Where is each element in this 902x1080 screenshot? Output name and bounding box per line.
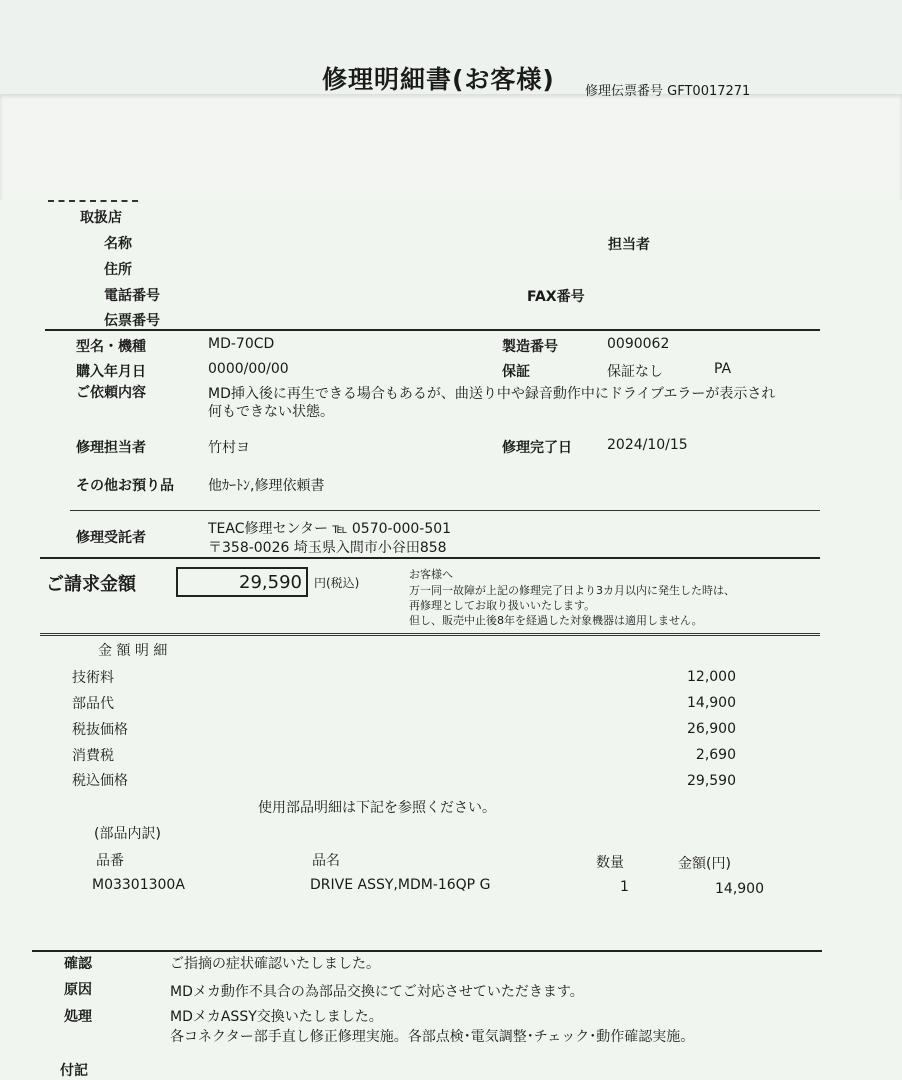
action-line-2: 各コネクター部手直し修正修理実施。各部点検･電気調整･チェック･動作確認実施。 [170, 1029, 695, 1045]
part-number: M03301300A [92, 877, 185, 893]
parts-col-price: 金額(円) [678, 856, 731, 872]
technician-value: 竹村ヨ [208, 440, 250, 456]
section-divider [32, 950, 822, 952]
note-line-3: 但し、販売中止後8年を経過した対象機器は適用しません。 [409, 614, 703, 627]
purchase-date-value: 0000/00/00 [208, 361, 289, 377]
part-name: DRIVE ASSY,MDM-16QP G [310, 877, 491, 893]
dealer-fax-label: FAX番号 [527, 289, 585, 305]
repair-center-line-1: TEAC修理センター ℡ 0570-000-501 [208, 521, 452, 537]
completion-date-value: 2024/10/15 [607, 437, 688, 453]
document-title: 修理明細書(お客様) [322, 65, 555, 94]
completion-date-label: 修理完了日 [502, 440, 572, 456]
section-divider [45, 329, 820, 331]
double-divider [40, 633, 820, 636]
parts-col-qty: 数量 [596, 855, 624, 871]
divider-line [70, 510, 820, 511]
billing-amount-box [176, 567, 308, 597]
tear-mark [48, 200, 138, 202]
detail-row-label: 税抜価格 [72, 722, 128, 738]
serial-value: 0090062 [607, 336, 670, 352]
paper-fold [0, 94, 902, 204]
dealer-staff-label: 担当者 [608, 237, 650, 253]
parts-col-number: 品番 [96, 853, 124, 869]
details-heading: 金 額 明 細 [98, 643, 168, 659]
request-line-2: 何もできない状態。 [208, 404, 334, 420]
parts-col-name: 品名 [312, 853, 340, 869]
action-label: 処理 [64, 1009, 92, 1025]
part-qty: 1 [620, 879, 629, 895]
detail-row-label: 部品代 [72, 696, 114, 712]
cause-label: 原因 [64, 982, 92, 998]
warranty-value: 保証なし [607, 364, 663, 380]
detail-row-value: 14,900 [687, 695, 736, 711]
other-items-value: 他ｶｰﾄﾝ,修理依頼書 [208, 478, 325, 494]
billing-unit: 円(税込) [314, 576, 360, 590]
purchase-date-label: 購入年月日 [76, 364, 146, 380]
repair-center-line-2: 〒358-0026 埼玉県入間市小谷田858 [208, 540, 447, 556]
slip-number-value: GFT0017271 [667, 84, 751, 99]
warranty-code: PA [714, 361, 732, 377]
cause-value: MDメカ動作不具合の為部品交換にてご対応させていただきます。 [170, 984, 584, 1000]
detail-row-label: 消費税 [72, 748, 114, 764]
slip-number-label: 修理伝票番号 [585, 84, 664, 99]
parts-heading: (部品内訳) [94, 826, 161, 842]
detail-row-value: 29,590 [687, 773, 736, 789]
detail-row-value: 26,900 [687, 721, 736, 737]
serial-label: 製造番号 [502, 339, 558, 355]
technician-label: 修理担当者 [76, 440, 146, 456]
slip-number [585, 80, 750, 99]
note-title: お客様へ [409, 568, 453, 581]
request-label: ご依頼内容 [76, 385, 146, 401]
dealer-heading: 取扱店 [80, 210, 122, 226]
dealer-phone-label: 電話番号 [104, 288, 160, 304]
parts-reference-note: 使用部品明細は下記を参照ください。 [258, 800, 496, 816]
part-price: 14,900 [715, 881, 764, 897]
detail-row-value: 2,690 [695, 747, 736, 763]
dealer-name-label: 名称 [104, 236, 132, 252]
repair-center-label: 修理受託者 [76, 530, 146, 546]
note-line-2: 再修理としてお取り扱いいたします。 [409, 599, 596, 612]
detail-row-label: 技術料 [72, 670, 114, 686]
dealer-slip-label: 伝票番号 [104, 313, 160, 329]
detail-row-value: 12,000 [687, 669, 736, 685]
other-items-label: その他お預り品 [76, 478, 174, 494]
billing-amount: 29,590 [239, 572, 302, 593]
model-value: MD-70CD [208, 336, 275, 352]
detail-row-label: 税込価格 [72, 773, 128, 789]
billing-label: ご請求金額 [46, 574, 136, 595]
confirm-value: ご指摘の症状確認いたしました。 [170, 956, 380, 972]
remarks-label: 付記 [60, 1063, 88, 1079]
confirm-label: 確認 [64, 956, 92, 972]
dealer-address-label: 住所 [104, 262, 132, 278]
warranty-label: 保証 [502, 364, 530, 380]
section-divider [40, 557, 820, 559]
request-line-1: MD挿入後に再生できる場合もあるが、曲送り中や録音動作中にドライブエラーが表示され [208, 386, 776, 402]
model-label: 型名・機種 [76, 339, 146, 355]
note-line-1: 万一同一故障が上記の修理完了日より3カ月以内に発生した時は、 [409, 584, 735, 597]
action-line-1: MDメカASSY交換いたしました。 [170, 1009, 383, 1025]
